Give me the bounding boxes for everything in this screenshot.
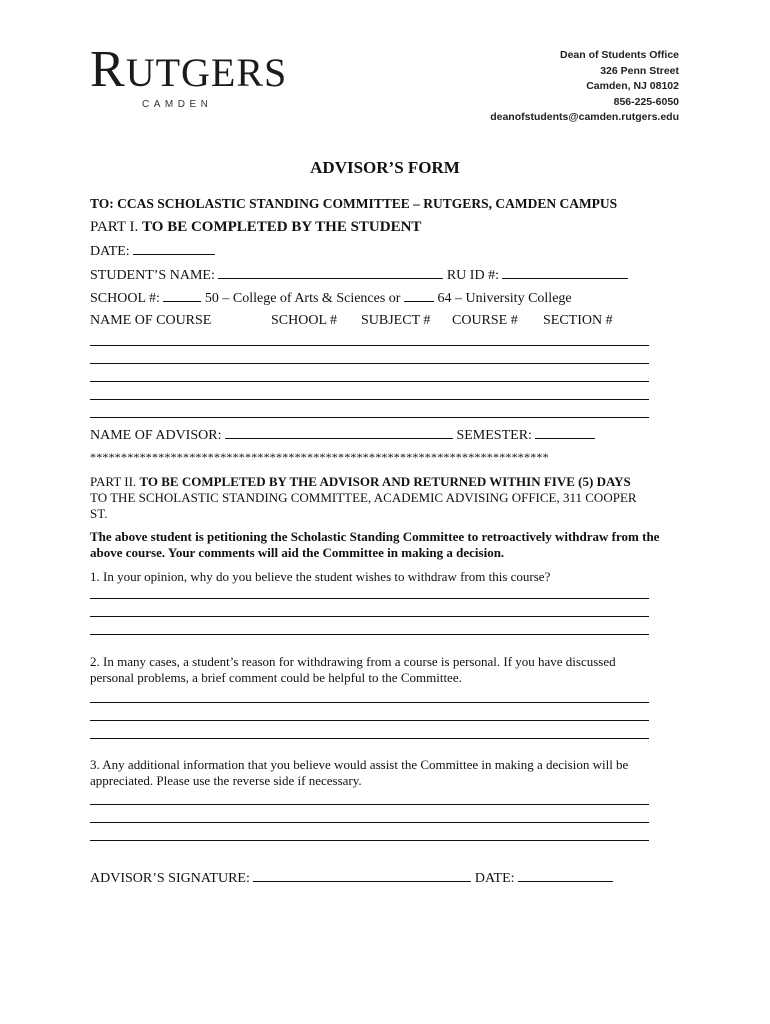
part2-intro: The above student is petitioning the Scholastic Standing Committee to retroactively withdraw from the above course. Your comments will aid the Committee in making a decision. [90, 529, 660, 560]
address-email: deanofstudents@camden.rutgers.edu [490, 111, 679, 123]
course-line-3[interactable] [90, 381, 649, 382]
address-city: Camden, NJ 08102 [586, 80, 679, 92]
address-office: Dean of Students Office [559, 49, 679, 61]
ruid-field[interactable] [502, 267, 628, 279]
student-name-label: STUDENT’S NAME: [90, 268, 215, 283]
form-title: ADVISOR’S FORM [310, 158, 460, 177]
q2-line-1[interactable] [90, 702, 649, 703]
logo-wordmark [90, 41, 288, 98]
course-header-name: NAME OF COURSE [90, 313, 212, 328]
logo-text: RUTGERS [90, 41, 288, 98]
course-header-subject: SUBJECT # [361, 313, 431, 328]
rutgers-logo [90, 41, 288, 110]
q3-line-2[interactable] [90, 822, 649, 823]
q3-line-3[interactable] [90, 840, 649, 841]
date-field[interactable] [133, 243, 215, 255]
q1-line-3[interactable] [90, 634, 649, 635]
part2-heading [90, 474, 650, 522]
question-3: 3. Any additional information that you believe would assist the Committee in making a decision will be appreciated. Please use the reverse side if necessary. [90, 757, 629, 788]
question-1: 1. In your opinion, why do you believe the student wishes to withdraw from this course? [90, 569, 551, 584]
student-name-field[interactable] [218, 267, 443, 279]
question-2: 2. In many cases, a student’s reason for withdrawing from a course is personal. If you have discussed personal problems, a brief comment could be helpful to the Committee. [90, 654, 616, 685]
semester-label: SEMESTER: [456, 428, 532, 443]
school-field-64[interactable] [404, 290, 434, 302]
course-header-course: COURSE # [452, 313, 518, 328]
address-phone: 856-225-6050 [613, 95, 679, 108]
student-row [90, 267, 628, 284]
school-row [90, 290, 572, 307]
part2-heading-bold: TO BE COMPLETED BY THE ADVISOR AND RETURNED WITHIN FIVE (5) DAYS [139, 474, 631, 489]
part1-prefix: PART I. [90, 219, 143, 235]
ruid-label: RU ID #: [446, 268, 499, 283]
course-header-section: SECTION # [543, 313, 613, 328]
course-header-school: SCHOOL # [271, 313, 337, 328]
signature-label: ADVISOR’S SIGNATURE: [90, 871, 250, 886]
course-line-5[interactable] [90, 417, 649, 418]
date-row [90, 243, 215, 260]
advisor-name-field[interactable] [225, 427, 453, 439]
part1-heading-text: TO BE COMPLETED BY THE STUDENT [142, 219, 422, 235]
school-field-50[interactable] [163, 290, 201, 302]
signature-date-field[interactable] [518, 870, 613, 882]
signature-row [90, 870, 613, 887]
address-street: 326 Penn Street [600, 64, 679, 77]
signature-field[interactable] [253, 870, 471, 882]
q2-line-2[interactable] [90, 720, 649, 721]
semester-field[interactable] [535, 427, 595, 439]
part2-heading-rest: TO THE SCHOLASTIC STANDING COMMITTEE, ACADEMIC ADVISING OFFICE, 311 COOPER ST. [90, 490, 637, 521]
q1-line-2[interactable] [90, 616, 649, 617]
school-option-50: 50 – College of Arts & Sciences or [204, 291, 401, 306]
advisor-name-label: NAME OF ADVISOR: [90, 428, 222, 443]
signature-date-label: DATE: [474, 871, 515, 886]
advisor-row [90, 427, 595, 444]
q3-line-1[interactable] [90, 804, 649, 805]
separator: ************************************************************************** [90, 450, 549, 464]
office-address [490, 48, 679, 126]
to-line: TO: CCAS SCHOLASTIC STANDING COMMITTEE – RUTGERS, CAMDEN CAMPUS [90, 196, 618, 211]
course-line-1[interactable] [90, 345, 649, 346]
date-label: DATE: [90, 244, 130, 259]
course-line-2[interactable] [90, 363, 649, 364]
part2-prefix: PART II. [90, 474, 140, 489]
q2-line-3[interactable] [90, 738, 649, 739]
logo-campus: CAMDEN [142, 99, 213, 110]
q1-line-1[interactable] [90, 598, 649, 599]
school-label: SCHOOL #: [90, 291, 160, 306]
school-option-64: 64 – University College [437, 291, 572, 306]
course-line-4[interactable] [90, 399, 649, 400]
part1-heading [90, 219, 421, 236]
